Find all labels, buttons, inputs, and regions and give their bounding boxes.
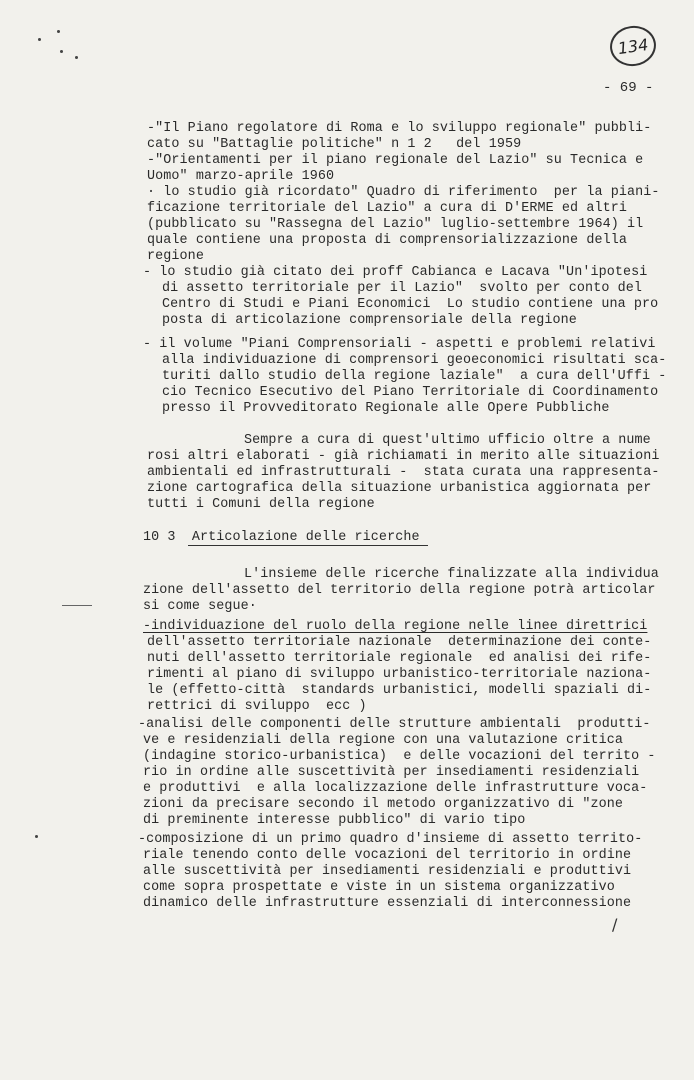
- text-line: rimenti al piano di sviluppo urbanistico-territoriale naziona-: [147, 667, 652, 682]
- text-line: rettrici di sviluppo ecc ): [147, 699, 367, 714]
- text-line: L'insieme delle ricerche finalizzate alla individua: [244, 567, 659, 582]
- text-line: regione: [147, 249, 204, 264]
- text-line: ambientali ed infrastrutturali - stata curata una rappresenta-: [147, 465, 660, 480]
- text-line: rosi altri elaborati - già richiamati in merito alle situazioni: [147, 449, 660, 464]
- text-line: turiti dallo studio della regione laziale" a cura dell'Uffi -: [162, 369, 667, 384]
- text-line: zione dell'assetto del territorio della regione potrà articolar: [143, 583, 656, 598]
- list-item-lead: -individuazione del ruolo della regione nelle linee direttrici: [143, 619, 648, 634]
- text-line: ficazione territoriale del Lazio" a cura di D'ERME ed altri: [147, 201, 628, 216]
- text-line: quale contiene una proposta di comprensorializzazione della: [147, 233, 628, 248]
- text-line: zioni da precisare secondo il metodo organizzativo di "zone: [143, 797, 624, 812]
- text-line: cato su "Battaglie politiche" n 1 2 del 1959: [147, 137, 522, 152]
- text-line: Centro di Studi e Piani Economici Lo studio contiene una pro: [162, 297, 659, 312]
- text-line: - lo studio già citato dei proff Cabianca e Lacava "Un'ipotesi: [143, 265, 648, 280]
- text-line: rio in ordine alle suscettività per insediamenti residenziali: [143, 765, 640, 780]
- text-line: Uomo" marzo-aprile 1960: [147, 169, 335, 184]
- text-line: zione cartografica della situazione urbanistica aggiornata per: [147, 481, 652, 496]
- text-line: come sopra prospettate e viste in un sistema organizzativo: [143, 880, 615, 895]
- text-line: (pubblicato su "Rassegna del Lazio" luglio-settembre 1964) il: [147, 217, 644, 232]
- text-line: · lo studio già ricordato" Quadro di riferimento per la piani-: [147, 185, 660, 200]
- text-line: dell'assetto territoriale nazionale determinazione dei conte-: [147, 635, 652, 650]
- text-line: di assetto territoriale per il Lazio" svolto per conto del: [162, 281, 643, 296]
- scan-speck: [35, 835, 38, 838]
- text-line: (indagine storico-urbanistica) e delle vocazioni del territo -: [143, 749, 656, 764]
- text-line: si come segue·: [143, 599, 257, 614]
- text-line: ve e residenziali della regione con una valutazione critica: [143, 733, 624, 748]
- archive-stamp: 134: [607, 23, 658, 69]
- scan-speck: [57, 30, 60, 33]
- text-line: dinamico delle infrastrutture essenziali di interconnessione: [143, 896, 632, 911]
- scan-speck: [60, 50, 63, 53]
- text-line: -"Il Piano regolatore di Roma e lo sviluppo regionale" pubbli-: [147, 121, 652, 136]
- section-heading: 10 3 Articolazione delle ricerche: [143, 530, 420, 545]
- text-line: di preminente interesse pubblico" di vario tipo: [143, 813, 526, 828]
- text-line: tutti i Comuni della regione: [147, 497, 375, 512]
- closing-mark: /: [612, 915, 618, 934]
- page-number: - 69 -: [603, 80, 654, 96]
- text-line: nuti dell'assetto territoriale regionale ed analisi dei rife-: [147, 651, 652, 666]
- list-item-lead: -composizione di un primo quadro d'insieme di assetto territo-: [138, 832, 643, 847]
- text-line: presso il Provveditorato Regionale alle Opere Pubbliche: [162, 401, 610, 416]
- list-item-lead: -analisi delle componenti delle strutture ambientali produtti-: [138, 717, 651, 732]
- text-line: -"Orientamenti per il piano regionale del Lazio" su Tecnica e: [147, 153, 644, 168]
- text-line: riale tenendo conto delle vocazioni del territorio in ordine: [143, 848, 632, 863]
- text-line: cio Tecnico Esecutivo del Piano Territoriale di Coordinamento: [162, 385, 659, 400]
- text-line: alla individuazione di comprensori geoeconomici risultati sca-: [162, 353, 667, 368]
- text-line: e produttivi e alla localizzazione delle infrastrutture voca-: [143, 781, 648, 796]
- text-line: alle suscettività per insediamenti residenziali e produttivi: [143, 864, 632, 879]
- text-line: posta di articolazione comprensoriale della regione: [162, 313, 577, 328]
- scan-speck: [75, 56, 78, 59]
- text-line: le (effetto-città standards urbanistici, modelli spaziali di-: [147, 683, 652, 698]
- heading-underline: [188, 545, 428, 546]
- text-line: - il volume "Piani Comprensoriali - aspetti e problemi relativi: [143, 337, 656, 352]
- margin-mark: [62, 605, 92, 606]
- text-line: Sempre a cura di quest'ultimo ufficio oltre a nume: [244, 433, 651, 448]
- scan-speck: [38, 38, 41, 41]
